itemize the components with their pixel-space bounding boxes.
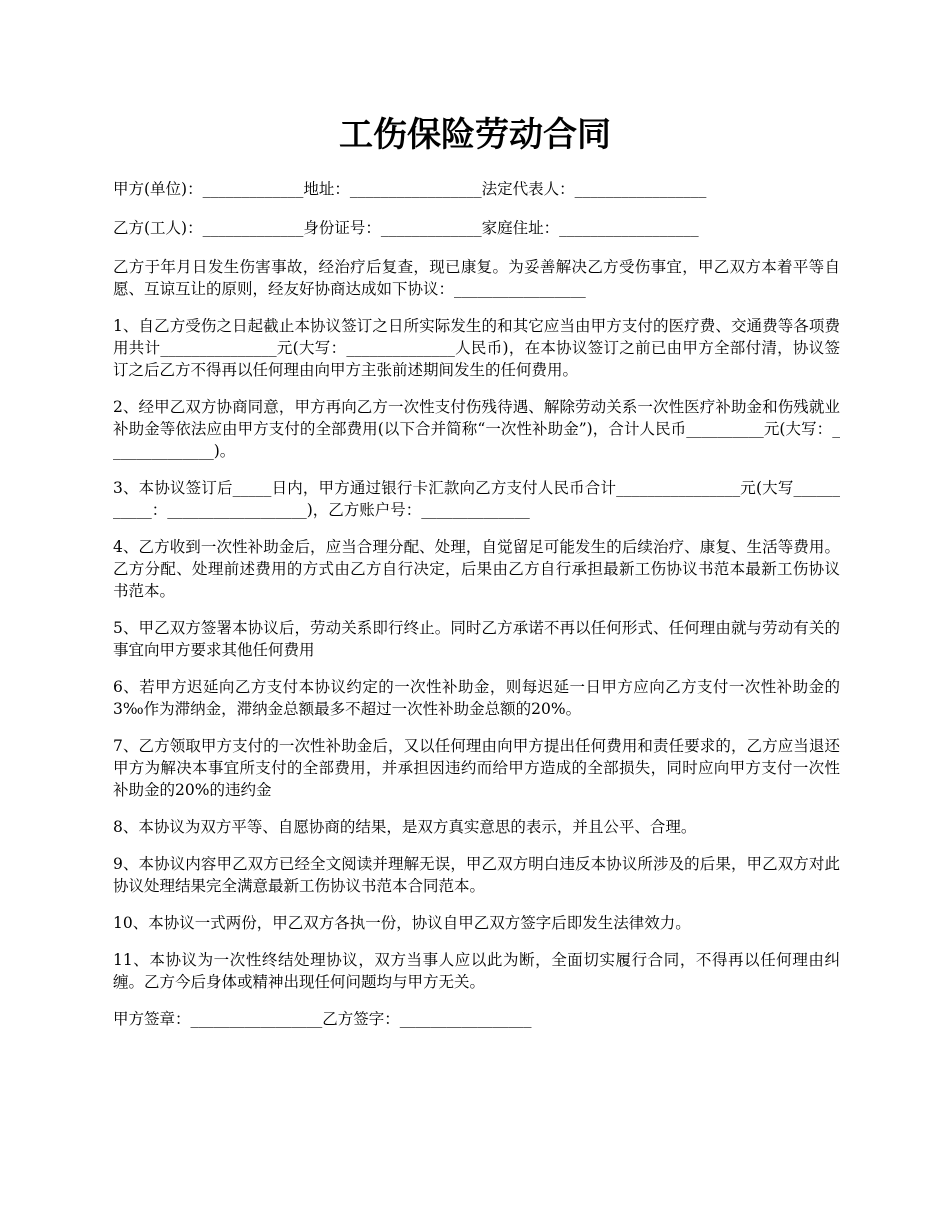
party-b-line: 乙方(工人)：_____________身份证号：_____________家庭住址：__________________ <box>113 219 699 237</box>
clause-9: 9、本协议内容甲乙双方已经全文阅读并理解无误，甲乙双方明白违反本协议所涉及的后果，甲乙双方对此协议处理结果完全满意最新工伤协议书范本合同范本。 <box>113 855 840 895</box>
intro-paragraph: 乙方于年月日发生伤害事故，经治疗后复查，现已康复。为妥善解决乙方受伤事宜，甲乙双方本着平等自愿、互谅互让的原则，经友好协商达成如下协议：_________________ <box>113 258 840 298</box>
clause-6: 6、若甲方迟延向乙方支付本协议约定的一次性补助金，则每迟延一日甲方应向乙方支付一次性补助金的3‰作为滞纳金，滞纳金总额最多不超过一次性补助金总额的20%。 <box>113 678 840 718</box>
clause-11: 11、本协议为一次性终结处理协议，双方当事人应以此为断，全面切实履行合同，不得再以任何理由纠缠。乙方今后身体或精神出现任何问题均与甲方无关。 <box>113 951 840 991</box>
clause-1: 1、自乙方受伤之日起截止本协议签订之日所实际发生的和其它应当由甲方支付的医疗费、交通费等各项费用共计_______________元(大写：______________人民币)，在本协议签订之前已由甲方全部付清，协议签订之后乙方不得再以任何理由向甲方主张前述期间发生的任何费用。 <box>113 317 840 379</box>
clause-7: 7、乙方领取甲方支付的一次性补助金后，又以任何理由向甲方提出任何费用和责任要求的，乙方应当退还甲方为解决本事宜所支付的全部费用，并承担因违约而给甲方造成的全部损失，同时应向甲方支付一次性补助金的20%的违约金 <box>113 737 840 799</box>
document-body <box>113 178 840 1047</box>
document-title: 工伤保险劳动合同 <box>339 115 611 155</box>
clause-3: 3、本协议签订后_____日内，甲方通过银行卡汇款向乙方支付人民币合计________________元(大写___________：__________________)，乙方账户号：______________ <box>113 479 840 519</box>
clause-2: 2、经甲乙双方协商同意，甲方再向乙方一次性支付伤残待遇、解除劳动关系一次性医疗补助金和伤残就业补助金等依法应由甲方支付的全部费用(以下合并简称“一次性补助金”)，合计人民币__________元(大写：______________)。 <box>113 398 840 460</box>
clause-10: 10、本协议一式两份，甲乙双方各执一份，协议自甲乙双方签字后即发生法律效力。 <box>113 914 691 932</box>
clause-5: 5、甲乙双方签署本协议后，劳动关系即行终止。同时乙方承诺不再以任何形式、任何理由就与劳动有关的事宜向甲方要求其他任何费用 <box>113 619 840 659</box>
signature-line: 甲方签章：_________________乙方签字：_________________ <box>113 1010 532 1028</box>
clause-4: 4、乙方收到一次性补助金后，应当合理分配、处理，自觉留足可能发生的后续治疗、康复、生活等费用。乙方分配、处理前述费用的方式由乙方自行决定，后果由乙方自行承担最新工伤协议书范本最新工伤协议书范本。 <box>113 538 840 600</box>
clause-8: 8、本协议为双方平等、自愿协商的结果，是双方真实意思的表示，并且公平、合理。 <box>113 818 697 836</box>
party-a-line: 甲方(单位)：_____________地址：_________________法定代表人：_________________ <box>113 180 707 198</box>
